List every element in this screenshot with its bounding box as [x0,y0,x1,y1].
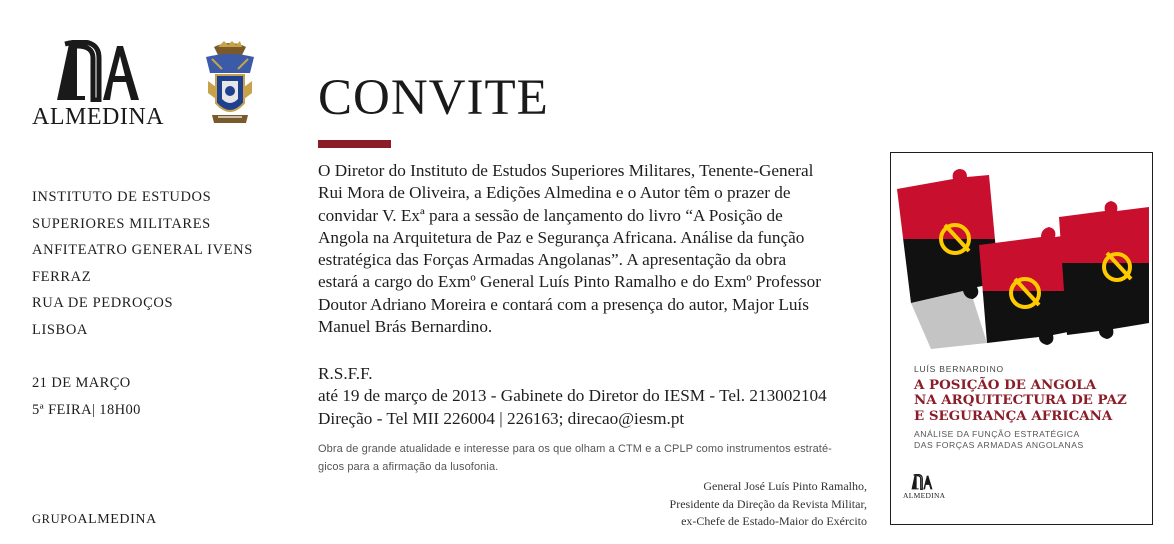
body-line: Rui Mora de Oliveira, a Edições Almedina e o Autor têm o prazer de [318,183,791,203]
body-line: Doutor Adriano Moreira e contará com a presença do autor, Major Luís [318,294,809,314]
quote-signature [560,478,867,531]
signature-line: General José Luís Pinto Ramalho, [703,479,867,493]
almedina-logo-icon [55,40,141,102]
book-subtitle [914,429,1084,451]
book-quote [318,440,832,477]
address-line: ANFITEATRO GENERAL IVENS [32,242,253,259]
quote-line: Obra de grande atualidade e interesse para os que olham a CTM e a CPLP como instrumentos estraté- [318,443,832,455]
group-prefix: GRUPO [32,512,78,526]
address-line: SUPERIORES MILITARES [32,215,211,232]
invitation-body [318,160,878,338]
body-line: Angola na Arquitetura de Paz e Segurança Africana. Análise da função [318,227,805,247]
book-title-line: NA ARQUITECTURA DE PAZ [914,392,1127,409]
book-subtitle-line: DAS FORÇAS ARMADAS ANGOLANAS [914,439,1084,450]
book-publisher-logo-icon [911,474,933,490]
book-publisher-name: ALMEDINA [903,491,946,500]
venue-address [32,184,253,344]
event-time: 5ª FEIRA| 18H00 [32,401,141,418]
address-line: INSTITUTO DE ESTUDOS [32,189,212,205]
body-line: estratégica das Forças Armadas Angolanas”. A apresentação da obra [318,250,787,270]
invitation-title: CONVITE [318,70,549,126]
address-line: FERRAZ [32,268,92,285]
rsvp-info [318,363,827,430]
rsvp-line: R.S.F.F. [318,364,373,383]
book-title-line: E SEGURANÇA AFRICANA [914,407,1113,424]
quote-line: gicos para a afirmação da lusofonia. [318,461,499,474]
rsvp-line: até 19 de março de 2013 - Gabinete do Diretor do IESM - Tel. 213002104 [318,386,827,406]
body-line: Manuel Brás Bernardino. [318,317,493,337]
signature-line: Presidente da Direção da Revista Militar, [669,496,867,511]
book-title-line: A POSIÇÃO DE ANGOLA [914,377,1097,393]
body-line: estará a cargo do Exmº General Luís Pinto Ramalho e do Exmº Professor [318,272,821,292]
body-line: O Diretor do Instituto de Estudos Superiores Militares, Tenente-General [318,161,814,180]
address-line: LISBOA [32,321,88,338]
almedina-logo-text: ALMEDINA [32,104,164,130]
address-line: RUA DE PEDROÇOS [32,295,174,312]
group-suffix: ALMEDINA [77,512,157,527]
book-cover [890,152,1153,525]
body-line: convidar V. Exª para a sessão de lançamento do livro “A Posição de [318,205,783,225]
title-underline [318,140,391,148]
signature-line: ex-Chefe de Estado-Maior do Exército [681,514,867,529]
book-author: LUÍS BERNARDINO [914,364,1004,374]
angola-flag-puzzle-illustration [891,153,1153,363]
event-date: 21 DE MARÇO [32,375,131,391]
book-subtitle-line: ANÁLISE DA FUNÇÃO ESTRATÉGICA [914,429,1080,439]
event-datetime [32,370,141,423]
group-almedina-label [32,512,157,528]
rsvp-line: Direção - Tel MII 226004 | 226163; direcao@iesm.pt [318,408,685,428]
book-title [914,378,1149,424]
iesm-crest-icon [204,41,256,127]
